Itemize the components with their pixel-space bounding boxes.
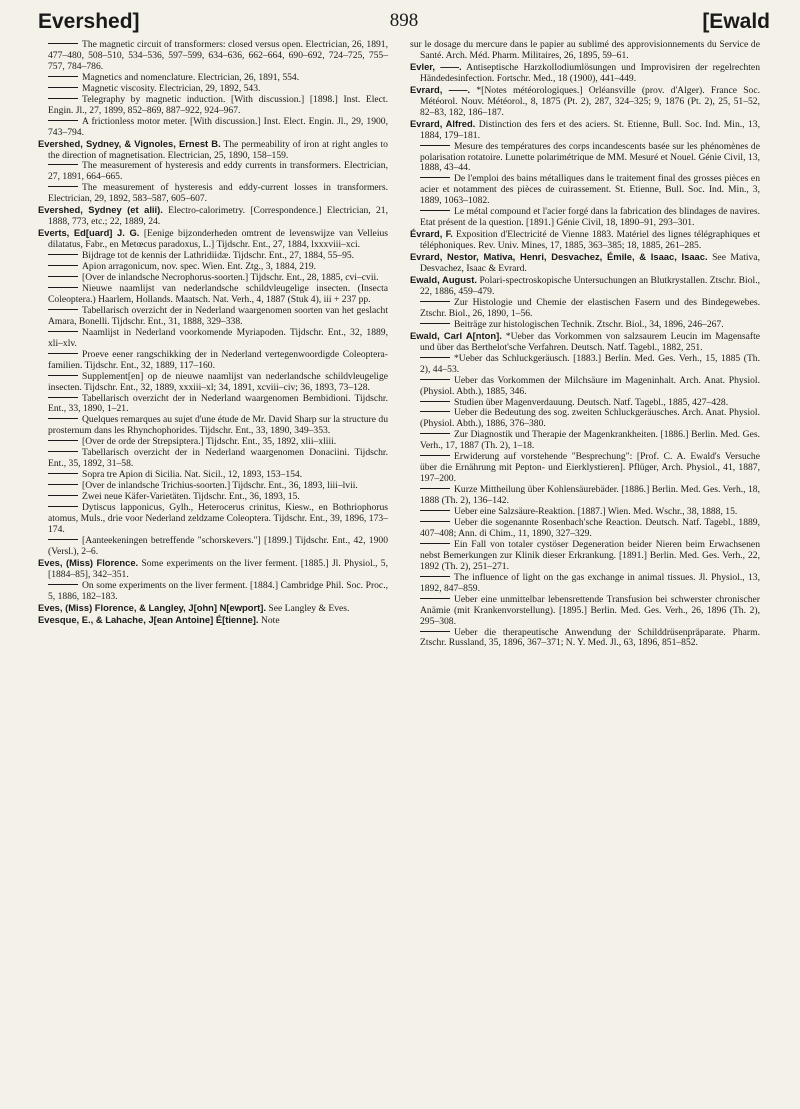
entry-text: Distinction des fers et des aciers. St. Etienne, Bull. Soc. Ind. Min., 13, 1884, 179–181.: [420, 118, 760, 141]
bibliography-entry: [410, 331, 760, 354]
ditto-dash: [48, 539, 78, 540]
bibliography-entry: [38, 350, 388, 372]
entry-text: [Over de inlandsche Necrophorus-soorten.] Tijdschr. Ent., 28, 1885, cvi–cvii.: [82, 272, 379, 284]
bibliography-entry: [410, 298, 760, 320]
ditto-dash: [48, 451, 78, 452]
ditto-dash: [420, 323, 450, 324]
entry-text: Le métal compound et l'acier forgé dans la fabrication des blindages de navires. Etat présent de la question. [1891.] Génie Civil, 18, 1890–91, 293–301.: [420, 206, 760, 229]
entry-text: [Over de orde der Strepsiptera.] Tijdschr. Ent., 35, 1892, xlii–xliii.: [82, 436, 337, 448]
ditto-dash: [48, 584, 78, 585]
entry-text: Note: [260, 614, 280, 626]
entry-text: The permeability of iron at right angles to the direction of magnetisation. Electrician, 25, 1890, 158–159.: [48, 138, 388, 161]
entry-text: Zur Diagnostik und Therapie der Magenkrankheiten. [1886.] Berlin. Med. Ges. Verh., 17, 1887 (Th. 2), 1–18.: [420, 429, 760, 452]
page-number: 898: [389, 10, 419, 31]
entry-text: Kurze Mittheilung über Kohlensäurebäder. [1886.] Berlin. Med. Ges. Verh., 18, 1888 (Th. 2), 136–142.: [420, 484, 760, 507]
bibliography-entry: [38, 536, 388, 558]
bibliography-entry: [410, 540, 760, 573]
ditto-dash: [48, 397, 78, 398]
entry-text: On some experiments on the liver ferment. [1884.] Cambridge Phil. Soc. Proc., 5, 1886, 182–183.: [48, 579, 388, 602]
ditto-dash: [48, 276, 78, 277]
ditto-dash: [48, 473, 78, 474]
entry-text: Ueber eine Salzsäure-Reaktion. [1887.] Wien. Med. Wschr., 38, 1888, 15.: [454, 506, 738, 518]
bibliography-entry: [410, 452, 760, 485]
entry-text: Tabellarisch overzicht der in Nederland waargenomen soorten van het geslacht Amara, Bonelli. Tijdschr. Ent., 31, 1888, 329–338.: [48, 304, 388, 327]
entry-text: Zwei neue Käfer-Varietäten. Tijdschr. Ent., 36, 1893, 15.: [82, 491, 300, 503]
bibliography-entry: [410, 62, 760, 85]
entry-text: See Langley & Eves.: [268, 602, 350, 614]
author-name: Evrard, Nestor, Mativa, Henri, Desvachez, Émile, & Isaac, Isaac.: [410, 251, 708, 263]
bibliography-entry: [410, 174, 760, 207]
entry-text: Supplement[en] op de nieuwe naamlijst van nederlandsche schildvleugelige insecten. Tijdschr. Ent., 32, 1889, xxxiii–xl; 34, 1891, xcviii–civ; 36, 1893, 73–128.: [48, 370, 388, 393]
ditto-dash: [48, 484, 78, 485]
ditto-dash: [48, 353, 78, 354]
entry-text: Ein Fall von totaler cystöser Degeneration beider Nieren beim Erwachsenen nebst Bemerkungen zur Klinik dieser Erkrankung. [1891.] Berlin. Med. Ges. Verh., 22, 1892 (Th. 2), 251–271.: [420, 538, 760, 572]
entry-text: [Over de inlandsche Trichius-soorten.] Tijdschr. Ent., 36, 1893, liii–lvii.: [82, 480, 358, 492]
entry-text: The magnetic circuit of transformers: closed versus open. Electrician, 26, 1891, 477–480, 508–510, 534–536, 597–599, 634–636, 662–664, 690–692, 724–725, 755–757, 784–786.: [48, 39, 388, 72]
entry-text: Dytiscus lapponicus, Gylh., Heterocerus crinitus, Kiesw., en Bothriophorus atomus, Muls., drie voor Nederland zeldzame Coleoptera. Tijdschr. Ent., 39, 1896, 173–174.: [48, 502, 388, 535]
bibliography-entry: [38, 284, 388, 306]
bibliography-entry: [410, 595, 760, 628]
ditto-dash: [420, 411, 450, 412]
entry-text: *[Notes météorologiques.] Orléansville (prov. d'Alger). France Soc. Météorol. Nouv. Météorol., 8, 1875 (Pt. 2), 287, 324–325; 9, 1876 (Pt. 2), 25, 51–52, 82–83, 182, 186–187.: [420, 84, 760, 118]
bibliography-entry: [38, 139, 388, 162]
bibliography-entry: [410, 408, 760, 430]
entry-text: Tabellarisch overzicht der in Nederland waargenomen Bembidioni. Tijdschr. Ent., 33, 1890, 1–21.: [48, 392, 388, 415]
ditto-dash: [48, 43, 78, 44]
author-name: Eves, (Miss) Florence, & Langley, J[ohn] N[ewport].: [38, 601, 266, 613]
entry-text: Ueber die sogenannte Rosenbach'sche Reaction. Deutsch. Natf. Tagebl., 1889, 407–408; Ann. di Chim., 11, 1890, 327–329.: [420, 516, 760, 539]
entry-text: Erwiderung auf vorstehende "Besprechung": [Prof. C. A. Ewald's Versuche über die Ernährung mit Pepton- und Eierklystieren]. Pflüger, Arch. Physiol., 41, 1887, 197–200.: [420, 451, 760, 485]
author-name: Everts, Ed[uard] J. G.: [38, 227, 140, 239]
bibliography-entry: [410, 518, 760, 540]
running-head-left: Evershed]: [38, 10, 140, 33]
ditto-dash: [48, 76, 78, 77]
bibliography-entry: [38, 183, 388, 205]
ditto-dash: [420, 488, 450, 489]
bibliography-entry: [410, 119, 760, 142]
ditto-dash: [420, 401, 450, 402]
bibliography-entry: [38, 205, 388, 228]
ditto-dash: [48, 98, 78, 99]
ditto-dash: [48, 418, 78, 419]
entry-text: Quelques remarques au sujet d'une étude de Mr. David Sharp sur la structure du prosternum dans les Rhynchophorides. Tijdschr. Ent., 33, 1890, 349–353.: [48, 414, 388, 437]
entry-text: Tabellarisch overzicht der in Nederland waargenomen Donaciini. Tijdschr. Ent., 35, 1892, 31–58.: [48, 447, 388, 470]
bibliography-entry: [38, 161, 388, 183]
entry-text: Beiträge zur histologischen Technik. Ztschr. Biol., 34, 1896, 246–267.: [454, 318, 724, 330]
bibliography-entry: [38, 306, 388, 328]
entry-text: Proeve eener rangschikking der in Nederland vertegenwoordigde Coleoptera-familien. Tijdschr. Ent., 32, 1889, 117–160.: [48, 348, 388, 371]
entry-text: Telegraphy by magnetic induction. [With discussion.] [1898.] Inst. Elect. Engin. Jl., 27, 1899, 852–869, 887–922, 924–967.: [48, 93, 388, 116]
bibliography-entry: [38, 117, 388, 139]
bibliography-entry: [38, 328, 388, 350]
running-head-right: [Ewald: [702, 10, 770, 33]
bibliography-entry: [410, 485, 760, 507]
author-name: Evrard, ——.: [410, 83, 471, 95]
entry-text: *Ueber das Vorkommen von salzsaurem Leucin im Magensafte und über das Berthelot'sche Verfahren. Deutsch. Natf. Tagebl., 1882, 251.: [420, 330, 760, 353]
page-header: [38, 10, 770, 40]
bibliography-entry: [38, 558, 388, 581]
entry-text: Studien über Magenverdauung. Deutsch. Natf. Tagebl., 1885, 427–428.: [454, 396, 729, 408]
ditto-dash: [420, 631, 450, 632]
ditto-dash: [48, 254, 78, 255]
entry-text: Apion arragonicum, nov. spec. Wien. Ent. Ztg., 3, 1884, 219.: [82, 261, 317, 273]
author-name: Ewald, August.: [410, 274, 477, 286]
bibliography-entry: [38, 448, 388, 470]
entry-text: Antiseptische Harzkollodiumlösungen und Improvisiren der regelrechten Händedesinfection. Fortschr. Med., 18 (1900), 441–449.: [420, 61, 760, 84]
ditto-dash: [420, 576, 450, 577]
bibliography-entry: [38, 415, 388, 437]
bibliography-entry: [410, 40, 760, 62]
ditto-dash: [48, 375, 78, 376]
entry-text: Bijdrage tot de kennis der Lathridiidæ. Tijdschr. Ent., 27, 1884, 55–95.: [82, 250, 355, 262]
ditto-dash: [48, 87, 78, 88]
entry-text: Electro-calorimetry. [Correspondence.] Electrician, 21, 1888, 773, etc.; 22, 1889, 24.: [48, 205, 388, 228]
ditto-dash: [420, 210, 450, 211]
bibliography-entry: [410, 229, 760, 252]
entry-text: Nieuwe naamlijst van nederlandsche schildvleugelige insecten. (Insecta Coleoptera.) Haarlem, Hollands. Maatsch. Nat. Verh., 4, 1887 (Stuk 4), iii + 237 pp.: [48, 282, 388, 305]
bibliography-entry: [38, 95, 388, 117]
ditto-dash: [420, 145, 450, 146]
entry-text: The measurement of hysteresis and eddy currents in transformers. Electrician, 27, 1891, 664–665.: [48, 160, 388, 183]
ditto-dash: [48, 309, 78, 310]
bibliography-entry: [410, 430, 760, 452]
ditto-dash: [48, 120, 78, 121]
entry-text: [Eenige bijzonderheden omtrent de levenswijze van Velleius dilatatus, Fabr., en Metœcus paradoxus, L.] Tijdschr. Ent., 27, 1884, lxxxviii–xci.: [48, 228, 389, 251]
entry-text: *Ueber das Schluckgeräusch. [1883.] Berlin. Med. Ges. Verh., 15, 1885 (Th. 2), 44–53.: [420, 352, 760, 375]
entry-text: Ueber die therapeutische Anwendung der Schilddrüsenpräparate. Pharm. Ztschr. Russland, 35, 1896, 367–371; N. Y. Med. Jl., 63, 1896, 851–852.: [420, 626, 760, 649]
entry-text: Naamlijst in Nederland voorkomende Myriapoden. Tijdschr. Ent., 32, 1889, xli–xlv.: [48, 326, 388, 349]
entry-text: Some experiments on the liver ferment. [1885.] Jl. Physiol., 5, [1884–85], 342–351.: [48, 557, 388, 580]
bibliography-entry: [410, 573, 760, 595]
bibliography-entry: [38, 228, 388, 251]
ditto-dash: [420, 510, 450, 511]
entry-text: Exposition d'Electricité de Vienne 1883. Matériel des lignes télégraphiques et téléphoniques. Rev. Univ. Mines, 17, 1885, 363–385; 18, 1885, 261–285.: [420, 229, 760, 252]
ditto-dash: [420, 357, 450, 358]
ditto-dash: [420, 455, 450, 456]
author-name: Ewald, Carl A[nton].: [410, 329, 502, 341]
author-name: Evesque, E., & Lahache, J[ean Antoine] É[tienne].: [38, 613, 259, 625]
bibliography-entry: [410, 628, 760, 650]
entry-text: Ueber die Bedeutung des sog. zweiten Schluckgeräusches. Arch. Anat. Physiol. (Physiol. Abth.), 1886, 376–380.: [420, 407, 760, 430]
bibliography-entry: [410, 85, 760, 119]
entry-text: Ueber eine unmittelbar lebensrettende Transfusion bei schwerster chronischer Anämie (mit Krankenvorstellung). [1895.] Berlin. Med. Ges. Verh., 26, 1896 (Th. 2), 295–308.: [420, 593, 760, 627]
bibliography-entry: [410, 207, 760, 229]
entry-text: The influence of light on the gas exchange in animal tissues. Jl. Physiol., 13, 1892, 847–859.: [420, 571, 760, 594]
author-name: Eves, (Miss) Florence.: [38, 556, 139, 568]
ditto-dash: [420, 433, 450, 434]
entry-text: Mesure des températures des corps incandescents basée sur les phénomènes de polarisation rotatoire. Lunette polarimétrique de MM. Mesuré et Nouel. Génie Civil, 13, 1888, 43–44.: [420, 140, 760, 174]
ditto-dash: [48, 164, 78, 165]
ditto-dash: [48, 495, 78, 496]
entry-text: sur le dosage du mercure dans le papier au sublimé des approvisionnements du Service de Santé. Arch. Méd. Pharm. Militaires, 26, 1895, 59–61.: [410, 39, 760, 61]
bibliography-entry: [38, 40, 388, 73]
ditto-dash: [48, 265, 78, 266]
author-name: Evrard, Alfred.: [410, 117, 476, 129]
entry-text: Magnetics and nomenclature. Electrician, 26, 1891, 554.: [82, 71, 300, 83]
right-column: [410, 40, 760, 649]
left-column: [38, 40, 388, 627]
ditto-dash: [420, 521, 450, 522]
bibliography-entry: [38, 372, 388, 394]
ditto-dash: [420, 598, 450, 599]
bibliography-entry: [410, 275, 760, 298]
bibliography-entry: [410, 376, 760, 398]
entry-text: [Aanteekeningen betreffende "schorskevers."] [1899.] Tijdschr. Ent., 42, 1900 (Versl.), 2–6.: [48, 534, 388, 557]
entry-text: The measurement of hysteresis and eddy-current losses in transformers. Electrician, 29, 1892, 583–587, 605–607.: [48, 182, 388, 205]
ditto-dash: [420, 301, 450, 302]
ditto-dash: [48, 331, 78, 332]
author-name: Evler, ——.: [410, 60, 462, 72]
ditto-dash: [420, 379, 450, 380]
author-name: Évrard, F.: [410, 228, 453, 240]
author-name: Evershed, Sydney (et alii).: [38, 204, 163, 216]
bibliography-entry: [38, 581, 388, 603]
bibliography-entry: [410, 354, 760, 376]
ditto-dash: [48, 506, 78, 507]
ditto-dash: [48, 186, 78, 187]
ditto-dash: [48, 287, 78, 288]
bibliography-entry: [410, 252, 760, 275]
bibliography-entry: [38, 503, 388, 536]
bibliography-entry: [410, 142, 760, 175]
entry-text: A frictionless motor meter. [With discussion.] Inst. Elect. Engin. Jl., 29, 1900, 743–794.: [48, 115, 388, 138]
entry-text: Magnetic viscosity. Electrician, 29, 1892, 543.: [82, 82, 261, 94]
bibliography-entry: [38, 615, 388, 627]
entry-text: Polari-spectroskopische Untersuchungen an Blutkrystallen. Ztschr. Biol., 22, 1886, 459–479.: [420, 275, 760, 297]
ditto-dash: [420, 543, 450, 544]
ditto-dash: [48, 440, 78, 441]
bibliography-entry: [38, 394, 388, 416]
entry-text: Zur Histologie und Chemie der elastischen Fasern und des Bindegewebes. Ztschr. Biol., 26, 1890, 1–56.: [420, 296, 760, 319]
entry-text: See Mativa, Desvachez, Isaac & Evrard.: [420, 252, 761, 275]
ditto-dash: [420, 177, 450, 178]
author-name: Evershed, Sydney, & Vignoles, Ernest B.: [38, 137, 221, 149]
entry-text: Ueber das Vorkommen der Milchsäure im Mageninhalt. Arch. Anat. Physiol. (Physiol. Abth.), 1885, 346.: [420, 374, 760, 397]
entry-text: Sopra tre Apion di Sicilia. Nat. Sicil., 12, 1893, 153–154.: [82, 469, 303, 481]
entry-text: De l'emploi des bains métalliques dans le traitement final des grosses pièces en acier et notamment des pièces de cuirassement. St. Etienne, Bull. Soc. Ind. Min., 3, 1889, 1063–1082.: [420, 173, 760, 207]
